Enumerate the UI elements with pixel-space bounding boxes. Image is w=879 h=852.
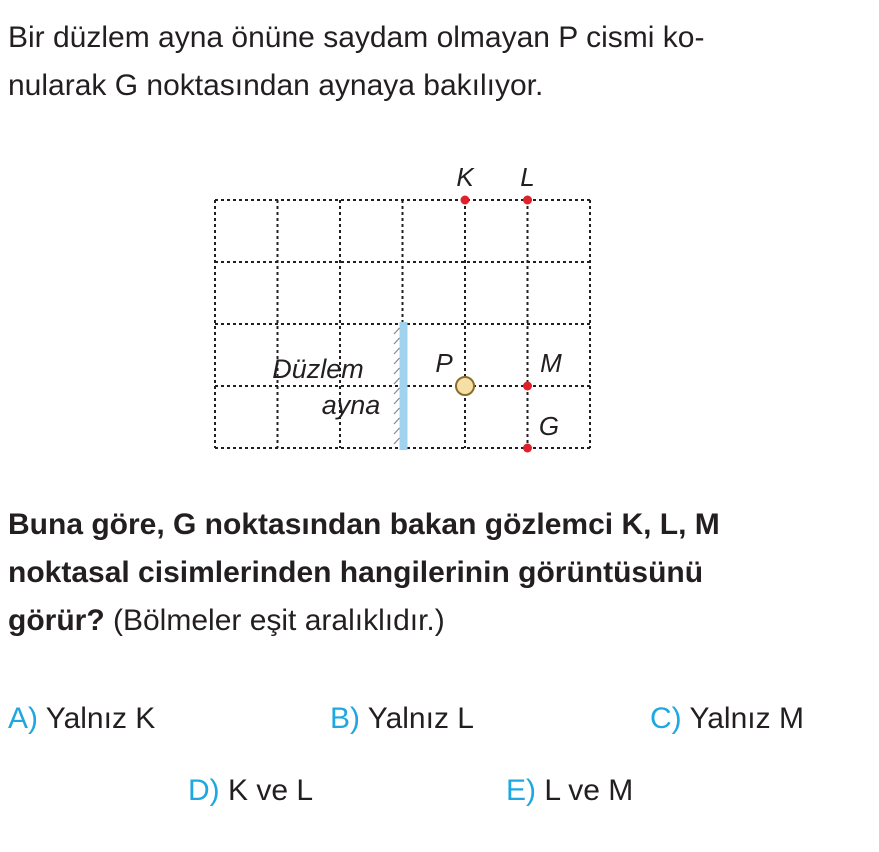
- choice-text-b: Yalnız L: [367, 702, 474, 735]
- point-g: [523, 444, 532, 453]
- question-prompt-end: görür?: [8, 604, 105, 637]
- answer-choice-e[interactable]: [506, 773, 633, 809]
- label-g: G: [538, 411, 560, 441]
- question-intro-line-2: nularak G noktasından aynaya bakılıyor.: [8, 69, 544, 102]
- question-prompt-line-3: [8, 597, 868, 645]
- choice-letter-e: E): [506, 774, 536, 807]
- question-intro: [8, 14, 858, 110]
- mirror-body: [400, 322, 408, 450]
- choice-letter-a: A): [8, 702, 38, 735]
- label-p: P: [435, 348, 453, 378]
- choice-text-e: L ve M: [544, 774, 634, 807]
- answer-choice-d[interactable]: [188, 773, 313, 809]
- answer-choice-b[interactable]: [330, 701, 474, 737]
- point-k: [461, 196, 470, 205]
- mirror-grid-figure: [200, 150, 620, 470]
- answer-choice-c[interactable]: [650, 701, 804, 737]
- answer-choice-a[interactable]: [8, 701, 155, 737]
- point-m: [523, 382, 532, 391]
- question-prompt-line-1: Buna göre, G noktasından bakan gözlemci K, L, M: [8, 508, 720, 541]
- choice-text-c: Yalnız M: [689, 702, 804, 735]
- mirror-label-line-2: ayna: [321, 390, 381, 420]
- choice-letter-d: D): [188, 774, 220, 807]
- question-intro-line-1: Bir düzlem ayna önüne saydam olmayan P cismi ko-: [8, 21, 705, 54]
- mirror-label-line-1: Düzlem: [272, 354, 364, 384]
- object-p: [456, 377, 474, 395]
- label-k: K: [456, 162, 474, 192]
- label-m: M: [540, 348, 562, 378]
- question-prompt-line-2: noktasal cisimlerinden hangilerinin görüntüsünü: [8, 556, 704, 589]
- choice-letter-b: B): [330, 702, 360, 735]
- question-note: (Bölmeler eşit aralıklıdır.): [113, 604, 445, 637]
- choice-letter-c: C): [650, 702, 682, 735]
- point-l: [523, 196, 532, 205]
- choice-text-a: Yalnız K: [45, 702, 156, 735]
- mirror-grid-diagram: [200, 150, 620, 470]
- choice-text-d: K ve L: [228, 774, 314, 807]
- question-prompt: [8, 501, 868, 645]
- label-l: L: [520, 162, 535, 192]
